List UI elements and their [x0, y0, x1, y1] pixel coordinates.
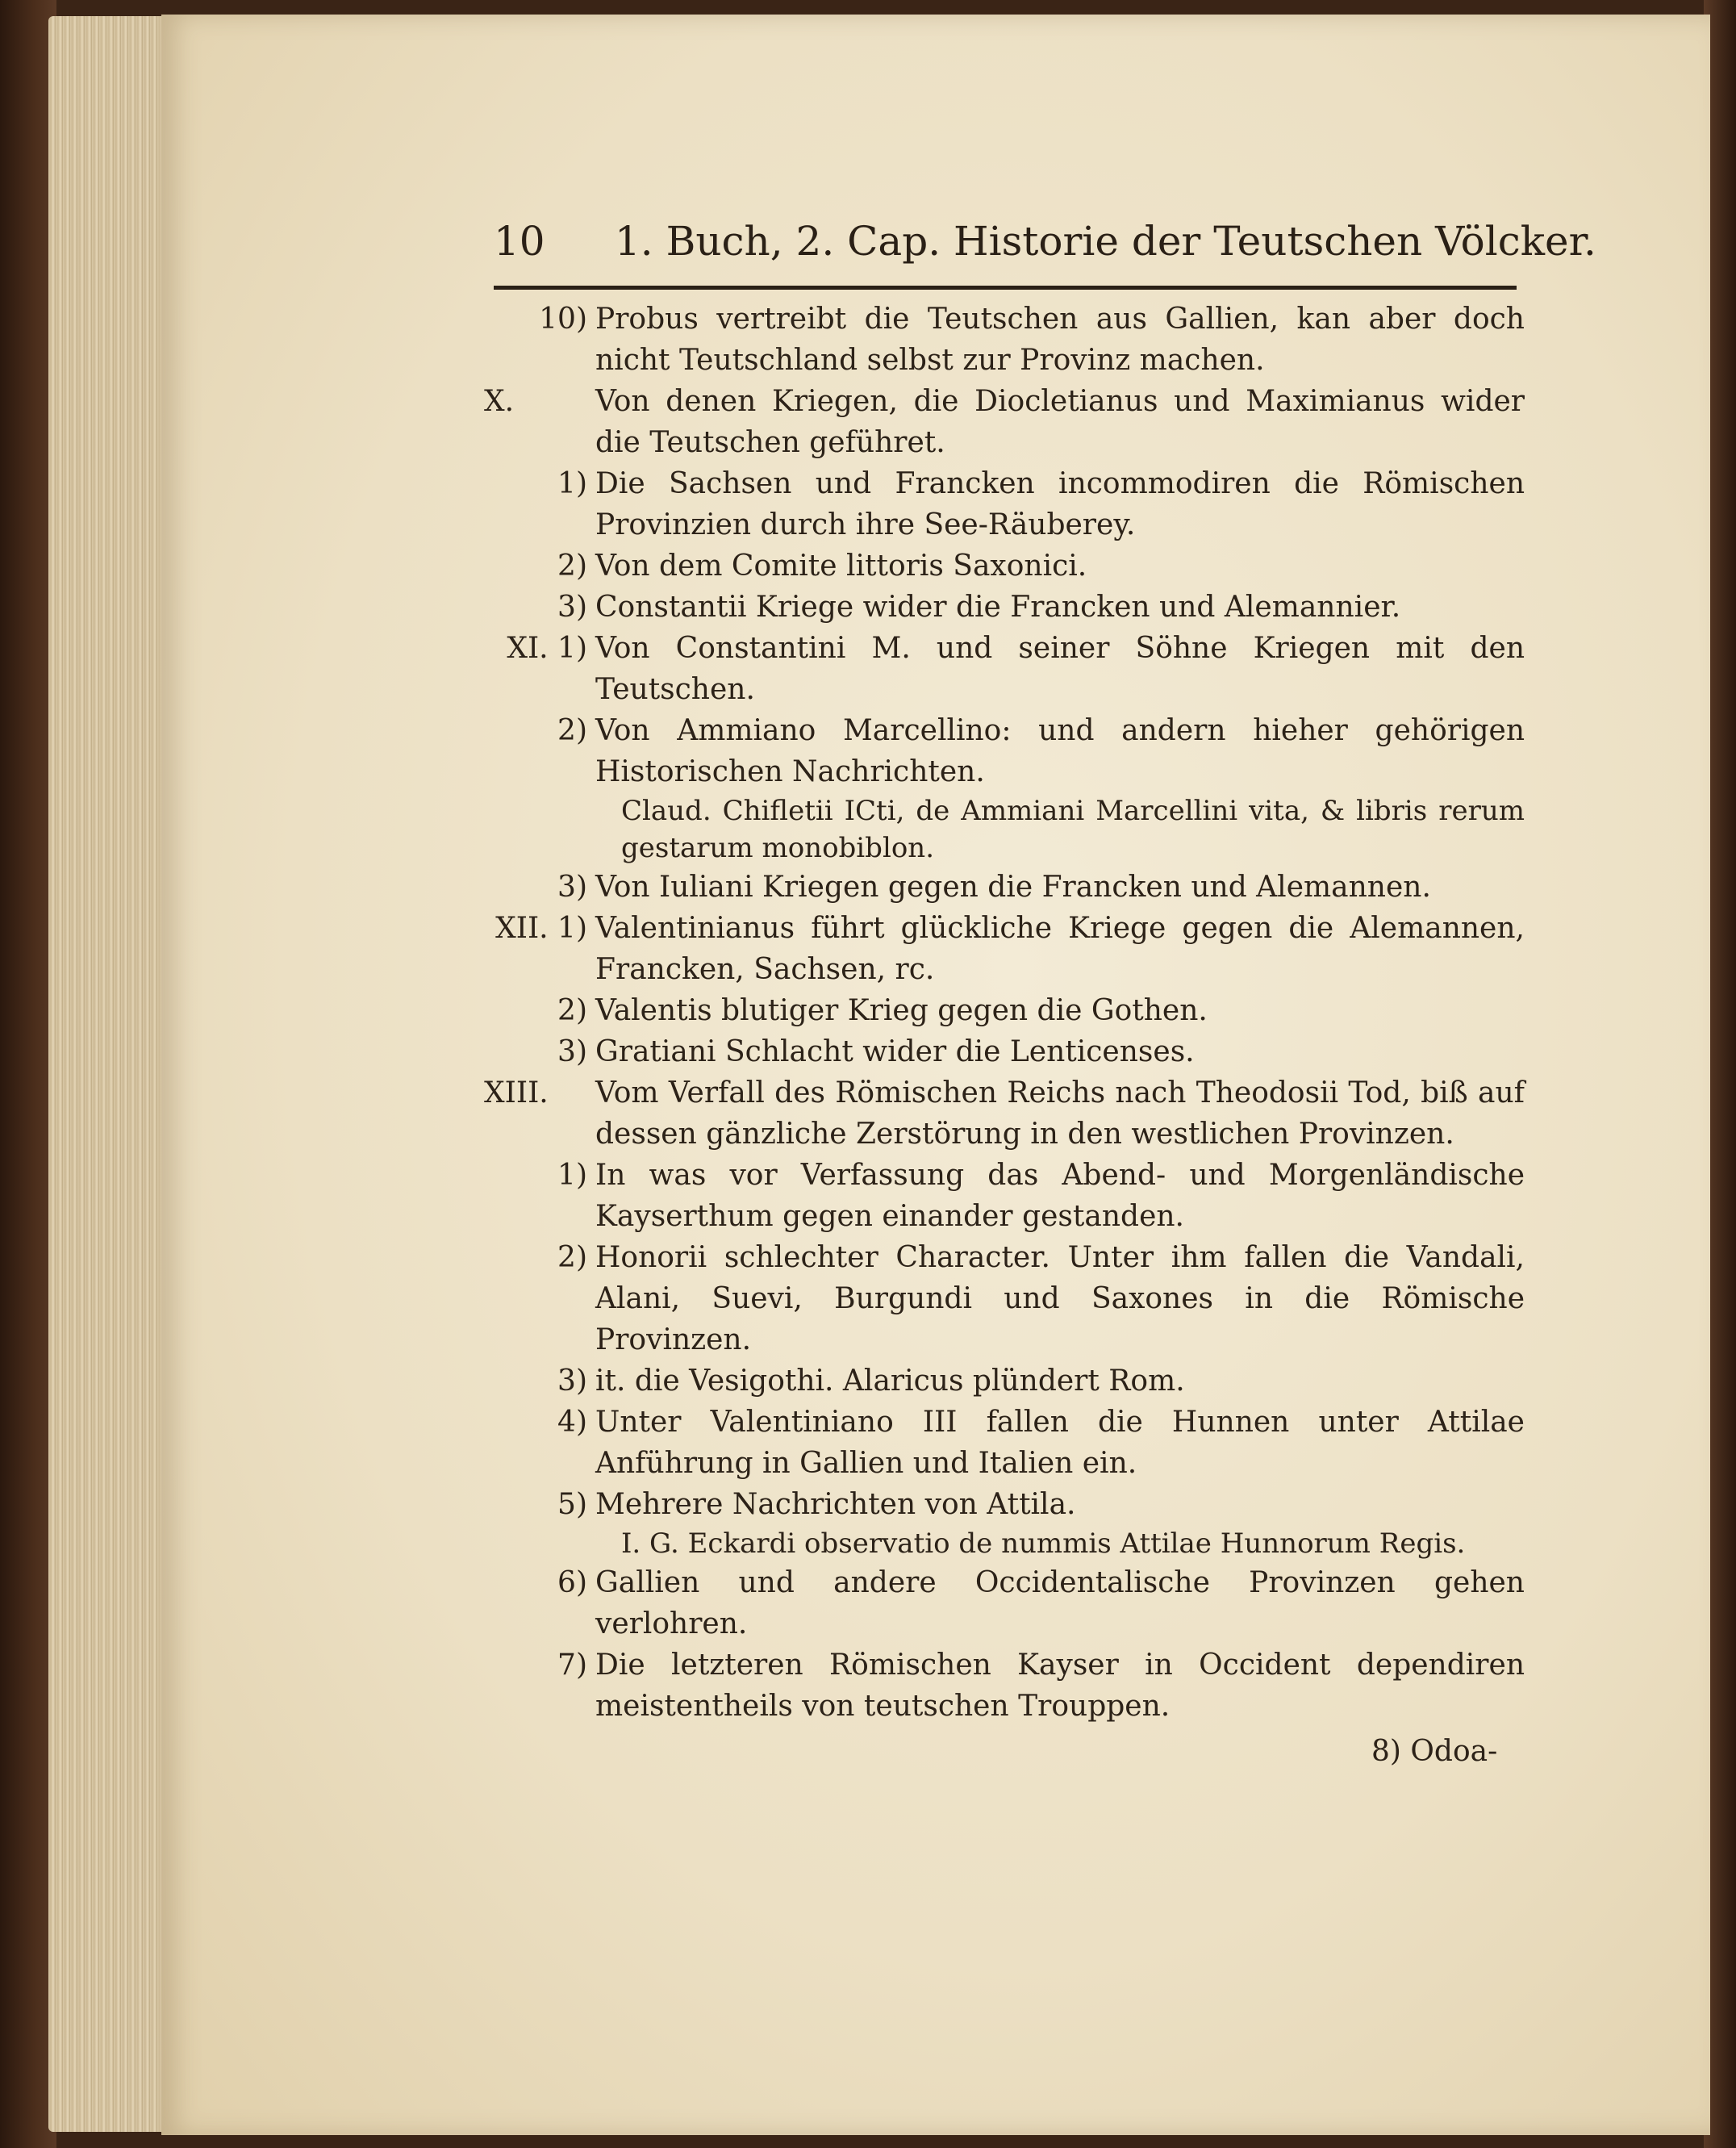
- contents-entry: [484, 628, 1525, 710]
- table-of-contents: [484, 299, 1525, 1727]
- entry-number: 3): [557, 871, 587, 904]
- entry-number: XII. 1): [495, 912, 587, 945]
- page-title: 1. Buch, 2. Cap. Historie der Teutschen Völcker.: [615, 218, 1596, 265]
- entry-text: Von Constantini M. und seiner Söhne Kriegen mit den Teutschen.: [595, 632, 1525, 706]
- contents-entry: [484, 908, 1525, 990]
- entry-number: XI. 1): [507, 632, 587, 665]
- contents-entry: [484, 1562, 1525, 1644]
- contents-entry: [484, 1402, 1525, 1484]
- entry-number: 4): [557, 1406, 587, 1439]
- contents-entry: [484, 587, 1525, 628]
- entry-text: Valentis blutiger Krieg gegen die Gothen.: [595, 994, 1208, 1027]
- entry-text: In was vor Verfassung das Abend- und Morgenländische Kayserthum gegen einander gestanden.: [595, 1159, 1525, 1233]
- entry-text: Claud. Chifletii ICti, de Ammiani Marcellini vita, & libris rerum gestarum monobiblon.: [621, 795, 1525, 864]
- entry-text: Unter Valentiniano III fallen die Hunnen unter Attilae Anführung in Gallien und Italien ein.: [595, 1406, 1525, 1480]
- contents-entry: [484, 545, 1525, 587]
- contents-entry: [484, 1072, 1525, 1155]
- entry-text: Valentinianus führt glückliche Kriege gegen die Alemannen, Francken, Sachsen, rc.: [595, 912, 1525, 986]
- entry-text: it. die Vesigothi. Alaricus plündert Rom.: [595, 1364, 1185, 1398]
- entry-number: 1): [557, 467, 587, 500]
- entry-number: 3): [557, 591, 587, 624]
- entry-text: Constantii Kriege wider die Francken und Alemannier.: [595, 591, 1401, 624]
- entry-text: Gratiani Schlacht wider die Lenticenses.: [595, 1035, 1195, 1068]
- entry-text: Gallien und andere Occidentalische Provinzen gehen verlohren.: [595, 1566, 1525, 1640]
- reference-entry: [484, 792, 1525, 867]
- contents-entry: [484, 463, 1525, 545]
- running-head: [494, 218, 1596, 274]
- entry-text: Probus vertreibt die Teutschen aus Gallien, kan aber doch nicht Teutschland selbst zur Provinz machen.: [595, 303, 1525, 377]
- entry-text: Von Ammiano Marcellino: und andern hieher gehörigen Historischen Nachrichten.: [595, 714, 1525, 788]
- contents-entry: [484, 1484, 1525, 1525]
- entry-number: 2): [557, 1241, 587, 1274]
- entry-number: 2): [557, 714, 587, 747]
- header-rule: [494, 286, 1517, 290]
- entry-text: Von Iuliani Kriegen gegen die Francken und Alemannen.: [595, 871, 1431, 904]
- entry-number: XIII.: [484, 1076, 549, 1110]
- entry-number: X.: [484, 385, 515, 418]
- contents-entry: [484, 867, 1525, 908]
- entry-number: 2): [557, 994, 587, 1027]
- entry-number: 3): [557, 1035, 587, 1068]
- reference-entry: [484, 1525, 1525, 1562]
- contents-entry: [484, 299, 1525, 381]
- entry-number: 7): [557, 1649, 587, 1682]
- entry-number: 1): [557, 1159, 587, 1192]
- contents-entry: [484, 381, 1525, 463]
- contents-entry: [484, 1031, 1525, 1072]
- entry-number: 3): [557, 1364, 587, 1398]
- entry-text: Vom Verfall des Römischen Reichs nach Theodosii Tod, biß auf dessen gänzliche Zerstörung in den westlichen Provinzen.: [595, 1076, 1525, 1151]
- contents-entry: [484, 1155, 1525, 1237]
- contents-entry: [484, 710, 1525, 792]
- contents-entry: [484, 1644, 1525, 1727]
- entry-number: 5): [557, 1488, 587, 1521]
- contents-entry: [484, 1360, 1525, 1402]
- contents-entry: [484, 1237, 1525, 1360]
- entry-text: I. G. Eckardi observatio de nummis Attilae Hunnorum Regis.: [621, 1527, 1466, 1560]
- entry-text: Die letzteren Römischen Kayser in Occident dependiren meistentheils von teutschen Trouppen.: [595, 1649, 1525, 1723]
- entry-number: 10): [539, 303, 587, 336]
- entry-text: Von denen Kriegen, die Diocletianus und Maximianus wider die Teutschen geführet.: [595, 385, 1525, 459]
- entry-text: Mehrere Nachrichten von Attila.: [595, 1488, 1076, 1521]
- catchword: 8) Odoa-: [1371, 1735, 1498, 1768]
- contents-entry: [484, 990, 1525, 1031]
- entry-text: Honorii schlechter Character. Unter ihm fallen die Vandali, Alani, Suevi, Burgundi und Saxones in die Römische Provinzen.: [595, 1241, 1525, 1356]
- entry-text: Von dem Comite littoris Saxonici.: [595, 550, 1087, 583]
- entry-number: 2): [557, 550, 587, 583]
- entry-text: Die Sachsen und Francken incommodiren die Römischen Provinzien durch ihre See-Räuberey.: [595, 467, 1525, 541]
- page-number: 10: [494, 218, 545, 265]
- entry-number: 6): [557, 1566, 587, 1599]
